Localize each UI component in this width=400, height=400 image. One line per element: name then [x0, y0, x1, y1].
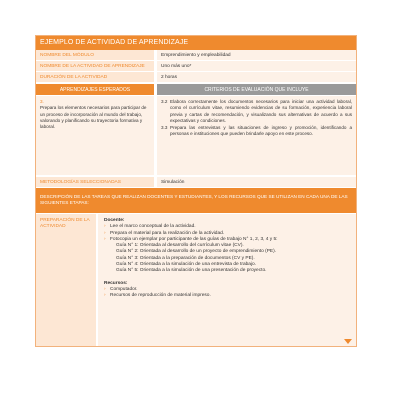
guia-item: Guía N° 5: Orientada a la simulación de una presentación de proyecto.	[116, 268, 267, 274]
bullet-marker-icon: ›	[104, 286, 106, 292]
guia-item: Guía N° 4: Orientada a la simulación de una entrevista de trabajo.	[116, 262, 257, 268]
docente-title: Docente:	[104, 218, 125, 223]
list-item: › Computador.	[104, 286, 138, 292]
bullet-marker-icon: ›	[104, 293, 106, 299]
preparacion-section	[36, 214, 356, 346]
aprendizajes-row	[36, 96, 356, 176]
guia-item: Guía N° 1: Orientada al desarrollo del currículum vitae (CV).	[116, 243, 244, 249]
aprendizaje-number: 3.	[40, 99, 44, 104]
criterio-item	[161, 125, 352, 138]
description-header: DESCRIPCIÓN DE LAS TAREAS QUE REALIZAN DOCENTES Y ESTUDIANTES, Y LOS RECURSOS QUE SE UTILIZAN EN CADA UNA DE LAS SIGUIENTES ETAPAS:	[36, 188, 356, 213]
metodologias-row	[36, 177, 356, 188]
criterio-item	[161, 99, 352, 124]
aprendizajes-header: APRENDIZAJES ESPERADOS	[36, 84, 154, 95]
activity-name-value: Uno más uno*	[157, 61, 356, 71]
bullet-marker-icon: ›	[104, 236, 106, 242]
guia-item: Guía N° 3: Orientada a la preparación de documentos (CV y PE).	[116, 255, 255, 261]
criterios-cell	[157, 96, 356, 175]
criterio-number: 3.2	[161, 99, 168, 104]
criterio-text: Prepara las entrevistas y las situaciones de ingreso y promoción, identificando a personas e instituciones que pueden brindarle apoyo en este proceso.	[170, 124, 352, 136]
preparacion-content	[98, 214, 356, 346]
preparacion-label: PREPARACIÓN DE LA ACTIVIDAD	[36, 214, 96, 346]
criterio-text: Elabora correctamente los documentos necesarios para iniciar una actividad laboral, como el currículum vitae, resumiendo evidencias de su formación, experiencia laboral previa y cartas de recomendación, y visualizando sus alternativas de acuerdo a sus expectativas y condiciones.	[170, 99, 352, 123]
metodologias-label: METODOLOGÍAS SELECCIONADAS	[36, 177, 154, 187]
aprendizaje-cell	[36, 96, 154, 175]
bullet-marker-icon: ›	[104, 224, 106, 230]
activity-sheet	[35, 35, 357, 347]
module-name-row	[36, 50, 356, 61]
aprendizaje-text: Prepara los elementos necesarios para participar de un proceso de incorporación al mundo del trabajo, valorando y planificando su trayectoria formativa y laboral.	[40, 105, 147, 130]
activity-name-row	[36, 61, 356, 72]
page-title: EJEMPLO DE ACTIVIDAD DE APRENDIZAJE	[36, 36, 356, 50]
metodologias-value: Simulación	[157, 177, 356, 187]
table-header-row	[36, 84, 356, 96]
duration-row	[36, 72, 356, 83]
criterio-number: 3.3	[161, 124, 168, 130]
recursos-title: Recursos:	[104, 280, 128, 286]
continue-arrow-icon	[344, 339, 352, 344]
guia-item: Guía N° 2: Orientada al desarrollo de un proyecto de emprendimiento (PE).	[116, 249, 277, 255]
list-item: › Lee el marco conceptual de la actividad.	[104, 224, 196, 230]
list-item: › Prepara el material para la realización de la actividad.	[104, 230, 225, 236]
duration-value: 2 horas	[157, 72, 356, 82]
bullet-marker-icon: ›	[104, 230, 106, 236]
list-item: › Fotocopia un ejemplar por participante de las guías de trabajo N° 1, 2, 3, 4 y 5:	[104, 236, 278, 242]
module-name-value: Emprendimiento y empleabilidad	[157, 50, 356, 60]
criterios-header: CRITERIOS DE EVALUACIÓN QUE INCLUYE	[157, 84, 356, 95]
duration-label: DURACIÓN DE LA ACTIVIDAD	[36, 72, 154, 82]
activity-name-label: NOMBRE DE LA ACTIVIDAD DE APRENDIZAJE	[36, 61, 154, 71]
module-name-label: NOMBRE DEL MÓDULO	[36, 50, 154, 60]
list-item: › Recursos de reproducción de material impreso.	[104, 293, 211, 299]
